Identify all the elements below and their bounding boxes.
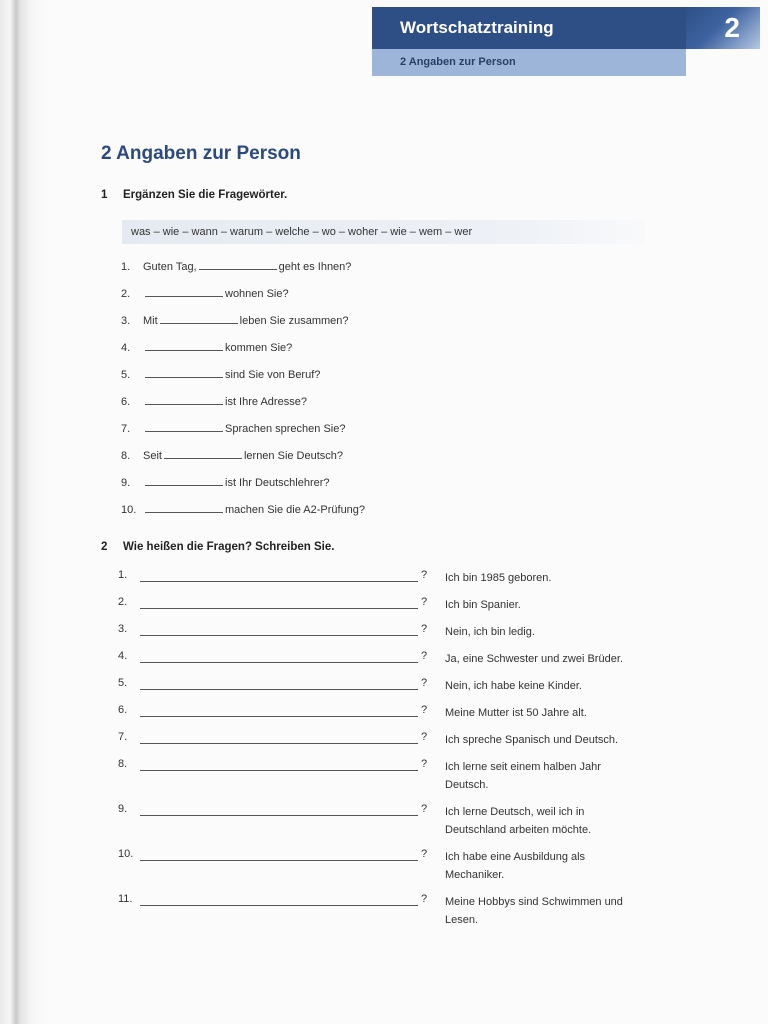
header-title: Wortschatztraining [372, 7, 686, 49]
question-mark: ? [421, 677, 428, 689]
item-text-before: Guten Tag, [143, 261, 197, 273]
answer-line[interactable] [140, 860, 418, 861]
page-title: 2 Angaben zur Person [101, 143, 301, 164]
answer-line[interactable] [140, 770, 418, 771]
fill-in-blank[interactable] [160, 323, 238, 324]
question-mark: ? [421, 731, 428, 743]
exercise-1-item [121, 504, 365, 516]
given-answer: Meine Hobbys sind Schwimmen und Lesen. [445, 896, 623, 926]
answer-line[interactable] [140, 743, 418, 744]
exercise-2-number: 2 [101, 541, 108, 553]
given-answer: Ich bin Spanier. [445, 599, 521, 611]
fill-in-blank[interactable] [145, 404, 223, 405]
chapter-number: 2 [686, 7, 760, 49]
given-answer: Ich bin 1985 geboren. [445, 572, 552, 584]
answer-line[interactable] [140, 815, 418, 816]
item-number: 5. [121, 369, 131, 381]
given-answer: Ich lerne seit einem halben Jahr Deutsch. [445, 761, 601, 791]
item-text-after: leben Sie zusammen? [239, 315, 349, 327]
item-number: 6. [118, 704, 128, 716]
question-mark: ? [421, 569, 428, 581]
item-text-after: sind Sie von Beruf? [225, 369, 321, 381]
item-number: 10. [118, 848, 134, 860]
exercise-1-item [121, 369, 320, 381]
exercise-2-instruction: Wie heißen die Fragen? Schreiben Sie. [123, 541, 335, 553]
exercise-2-heading [101, 541, 334, 553]
answer-line[interactable] [140, 608, 418, 609]
item-number: 4. [121, 342, 131, 354]
answer-line[interactable] [140, 905, 418, 906]
given-answer: Meine Mutter ist 50 Jahre alt. [445, 707, 587, 719]
answer-line[interactable] [140, 689, 418, 690]
item-number: 9. [121, 477, 131, 489]
fill-in-blank[interactable] [145, 512, 223, 513]
question-mark: ? [421, 803, 428, 815]
item-number: 2. [118, 596, 128, 608]
item-number: 8. [121, 450, 131, 462]
item-number: 8. [118, 758, 128, 770]
fill-in-blank[interactable] [145, 350, 223, 351]
item-number: 7. [121, 423, 131, 435]
item-number: 4. [118, 650, 128, 662]
answer-line[interactable] [140, 581, 418, 582]
answer-line[interactable] [140, 716, 418, 717]
given-answer: Ich lerne Deutsch, weil ich in Deutschland arbeiten möchte. [445, 806, 592, 836]
given-answer: Nein, ich habe keine Kinder. [445, 680, 582, 692]
item-number: 11. [118, 893, 133, 905]
item-number: 5. [118, 677, 128, 689]
exercise-1-number: 1 [101, 189, 108, 201]
item-number: 3. [118, 623, 128, 635]
question-mark: ? [421, 848, 428, 860]
fill-in-blank[interactable] [145, 296, 223, 297]
exercise-1-item [121, 423, 345, 435]
given-answer: Ja, eine Schwester und zwei Brüder. [445, 653, 623, 665]
exercise-1-item [121, 288, 289, 300]
answer-line[interactable] [140, 635, 418, 636]
item-text-after: ist Ihre Adresse? [225, 396, 307, 408]
exercise-1-item [121, 396, 307, 408]
exercise-1-heading [101, 189, 287, 201]
item-text-after: geht es Ihnen? [278, 261, 352, 273]
item-number: 1. [121, 261, 131, 273]
item-number: 9. [118, 803, 128, 815]
question-mark: ? [421, 704, 428, 716]
exercise-1-item [121, 450, 343, 462]
section-header [372, 7, 686, 76]
exercise-1-item [121, 261, 351, 273]
question-mark: ? [421, 650, 428, 662]
item-number: 1. [118, 569, 128, 581]
item-number: 2. [121, 288, 131, 300]
header-subtitle: 2 Angaben zur Person [372, 49, 686, 76]
book-spine-shadow [0, 0, 46, 1024]
fill-in-blank[interactable] [145, 377, 223, 378]
question-mark: ? [421, 893, 428, 905]
word-bank: was – wie – wann – warum – welche – wo – woher – wie – wem – wer [122, 220, 646, 244]
given-answer: Ich habe eine Ausbildung als Mechaniker. [445, 851, 586, 881]
question-mark: ? [421, 623, 428, 635]
item-text-after: kommen Sie? [225, 342, 293, 354]
item-text-before: Seit [143, 450, 162, 462]
given-answer: Ich spreche Spanisch und Deutsch. [445, 734, 619, 746]
item-text-after: wohnen Sie? [225, 288, 289, 300]
item-text-after: machen Sie die A2-Prüfung? [225, 504, 366, 516]
item-number: 6. [121, 396, 131, 408]
given-answer: Nein, ich bin ledig. [445, 626, 535, 638]
item-number: 7. [118, 731, 128, 743]
item-text-before: Mit [143, 315, 158, 327]
question-mark: ? [421, 758, 428, 770]
fill-in-blank[interactable] [199, 269, 277, 270]
item-text-after: Sprachen sprechen Sie? [225, 423, 346, 435]
item-number: 10. [121, 504, 137, 516]
answer-line[interactable] [140, 662, 418, 663]
item-text-after: ist Ihr Deutschlehrer? [225, 477, 330, 489]
item-number: 3. [121, 315, 131, 327]
exercise-1-item [121, 342, 292, 354]
question-mark: ? [421, 596, 428, 608]
exercise-1-instruction: Ergänzen Sie die Fragewörter. [123, 189, 288, 201]
fill-in-blank[interactable] [145, 431, 223, 432]
fill-in-blank[interactable] [164, 458, 242, 459]
item-text-after: lernen Sie Deutsch? [243, 450, 344, 462]
exercise-1-item [121, 315, 349, 327]
exercise-1-item [121, 477, 330, 489]
fill-in-blank[interactable] [145, 485, 223, 486]
